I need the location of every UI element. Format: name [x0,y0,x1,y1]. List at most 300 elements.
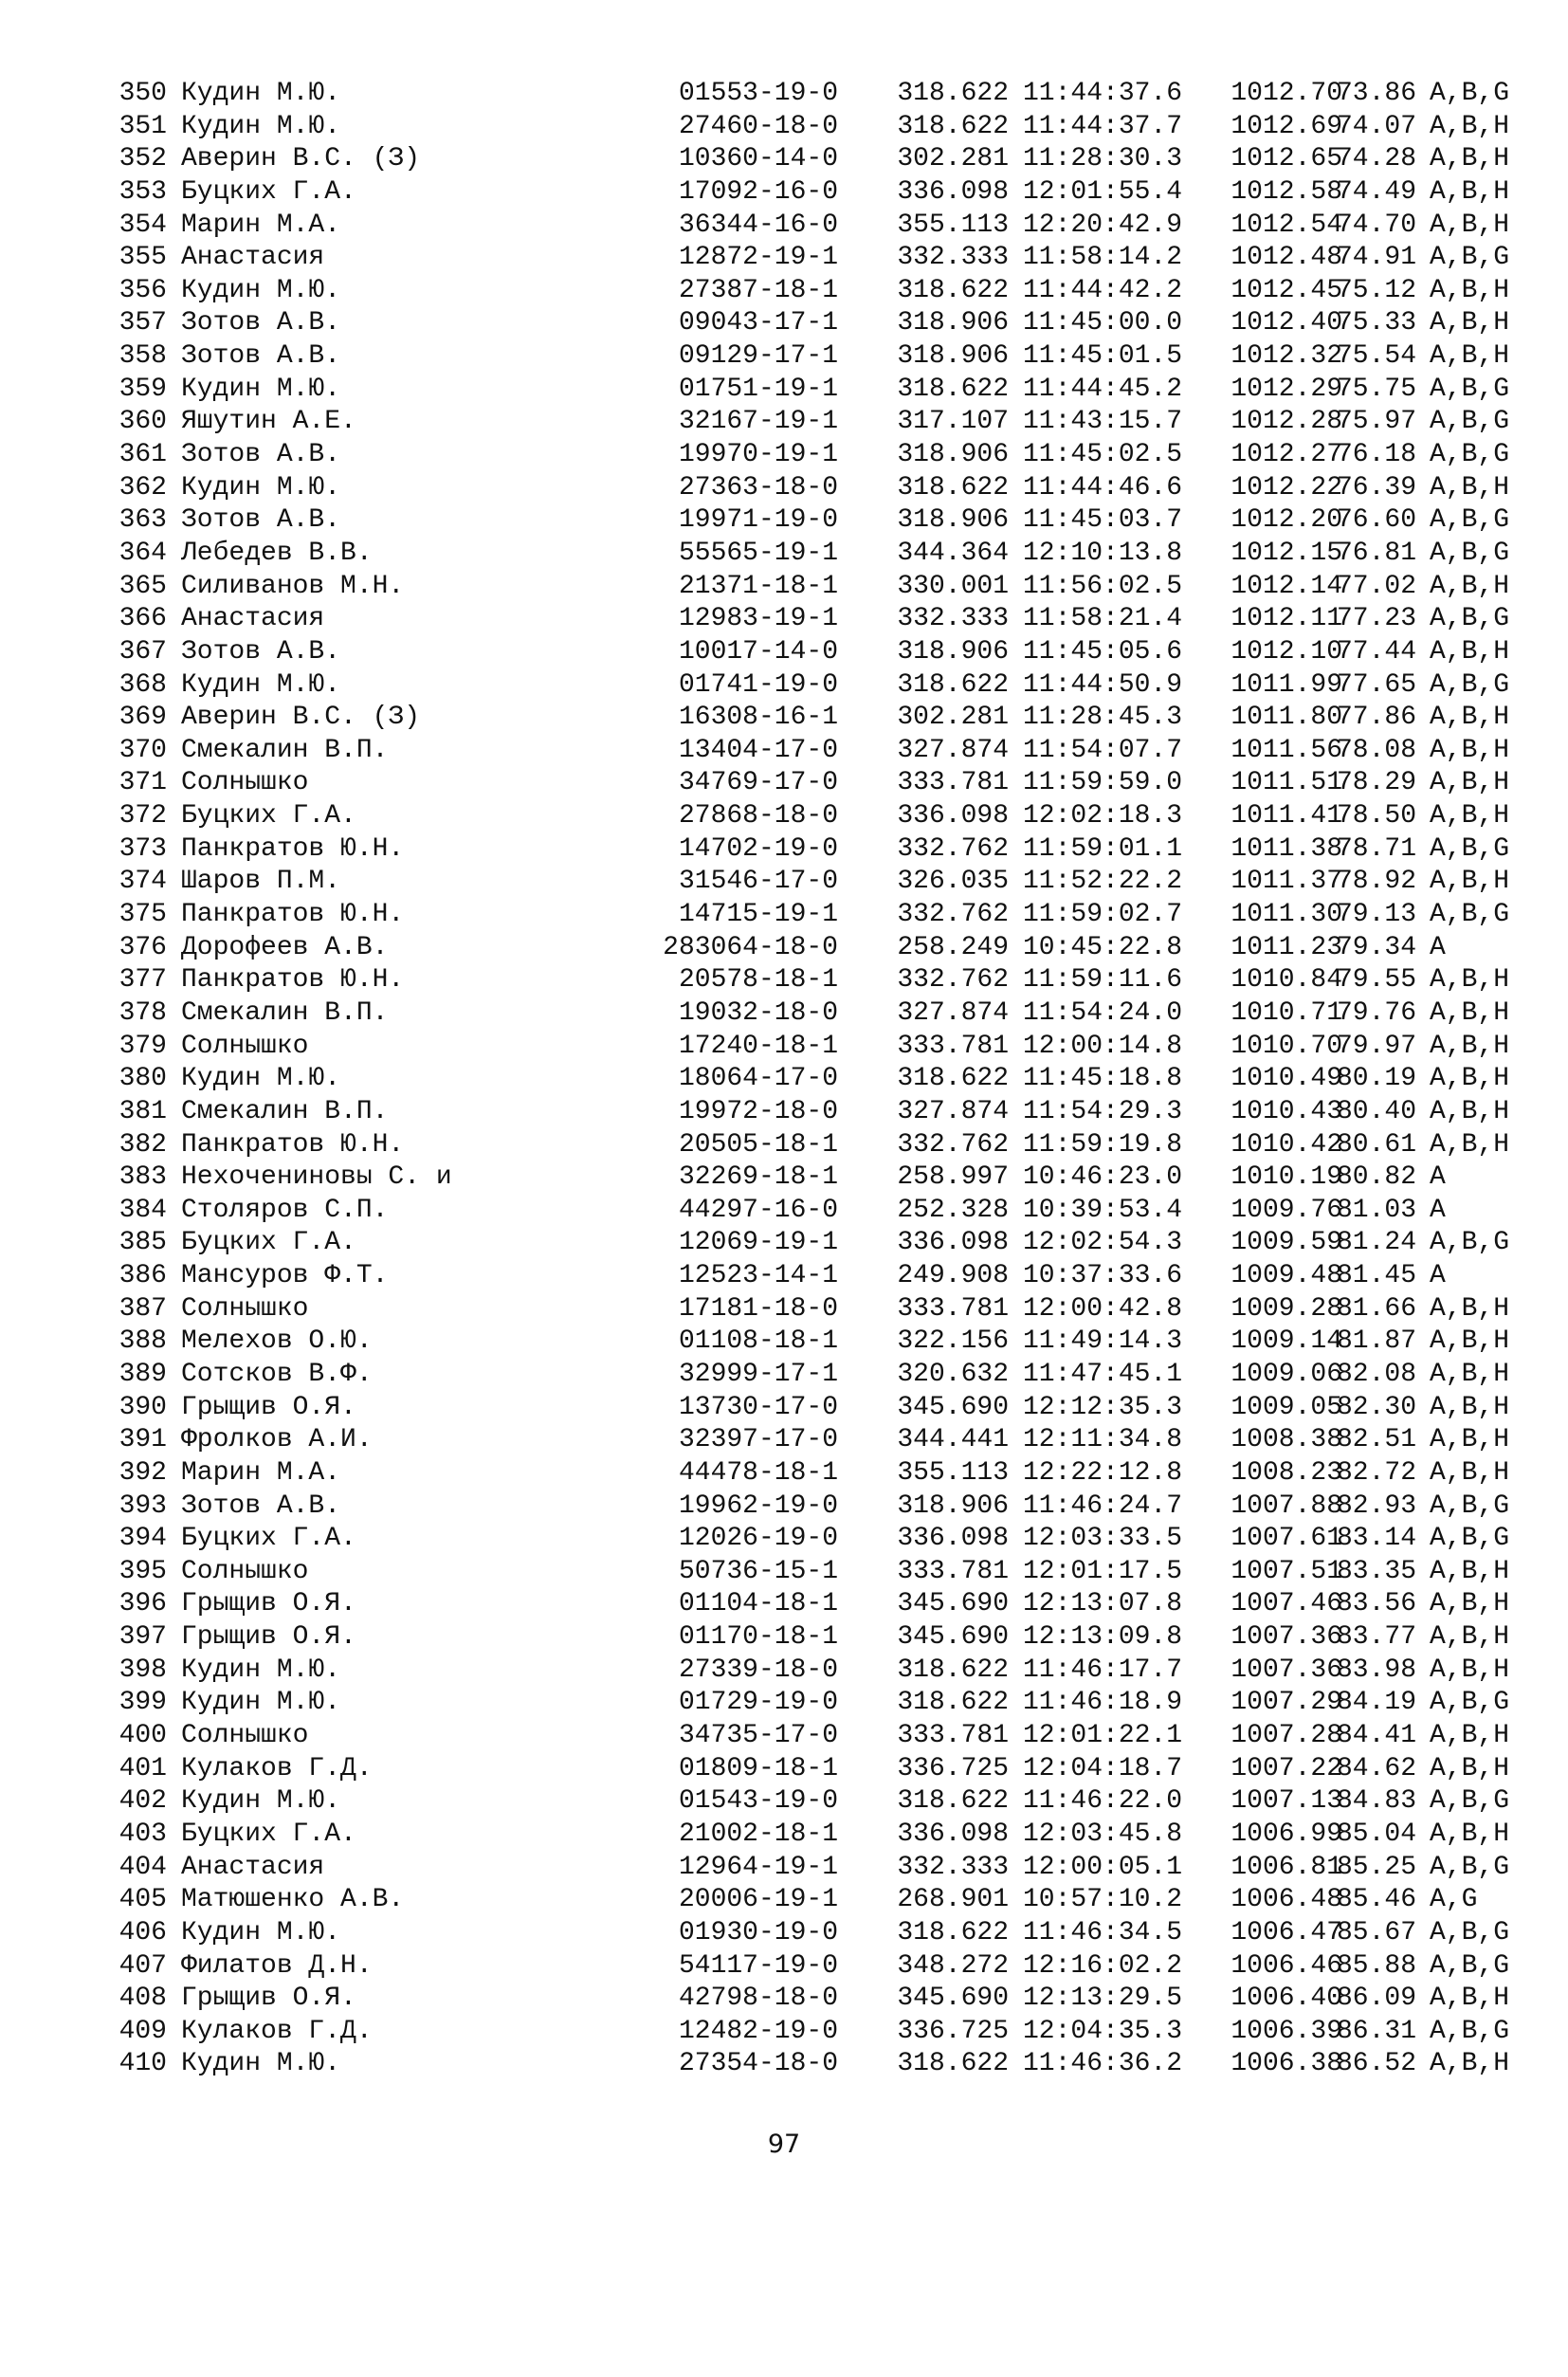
row-distance: 318.622 [897,1688,1009,1718]
page-number: 97 [767,2130,801,2159]
row-owner-name: Шаров П.М. [181,867,341,897]
row-speed: 1012.69 [1231,111,1342,141]
row-groups: A,B,G [1430,833,1510,864]
row-ring-number: 34769-17-0 [678,768,838,798]
row-distance: 258.997 [897,1162,1009,1193]
row-owner-name: Солнышко [181,1031,309,1061]
row-distance: 336.725 [897,1753,1009,1783]
table-row [110,603,1510,636]
row-owner-name: Солнышко [181,1721,309,1751]
row-place: 392 [119,1457,167,1488]
row-distance: 318.622 [897,79,1009,108]
row-coefficient: 79.55 [1336,965,1416,996]
row-place: 406 [119,1917,167,1947]
row-arrival-time: 11:54:07.7 [1023,735,1183,765]
table-row [110,1457,1510,1490]
row-ring-number: 17240-18-1 [678,1031,838,1061]
row-place: 397 [119,1622,167,1653]
row-speed: 1007.51 [1231,1556,1342,1586]
row-place: 409 [119,2016,167,2046]
row-ring-number: 44478-18-1 [678,1457,838,1488]
row-ring-number: 01741-19-0 [678,669,838,700]
row-place: 375 [119,900,167,930]
row-arrival-time: 11:56:02.5 [1023,571,1183,601]
row-coefficient: 80.61 [1336,1129,1416,1160]
row-speed: 1009.05 [1231,1392,1342,1422]
row-groups: A [1430,1195,1446,1225]
row-arrival-time: 11:45:01.5 [1023,341,1183,372]
table-row [110,1129,1510,1162]
row-ring-number: 16308-16-1 [678,703,838,733]
row-owner-name: Кудин М.Ю. [181,1064,341,1094]
row-speed: 1006.38 [1231,2049,1342,2079]
row-coefficient: 74.07 [1336,111,1416,141]
row-owner-name: Буцких Г.А. [181,176,356,207]
row-coefficient: 83.35 [1336,1556,1416,1586]
row-speed: 1012.20 [1231,505,1342,536]
row-ring-number: 21002-18-1 [678,1819,838,1849]
row-groups: A,B,G [1430,440,1510,470]
row-groups: A,B,H [1430,111,1510,141]
row-coefficient: 75.97 [1336,407,1416,437]
row-arrival-time: 10:57:10.2 [1023,1885,1183,1915]
row-owner-name: Лебедев В.В. [181,538,373,568]
row-ring-number: 12523-14-1 [678,1261,838,1291]
row-coefficient: 82.08 [1336,1359,1416,1389]
row-owner-name: Мансуров Ф.Т. [181,1261,389,1291]
row-groups: A [1430,1162,1446,1193]
row-place: 367 [119,636,167,667]
row-coefficient: 79.76 [1336,997,1416,1028]
row-owner-name: Анастасия [181,243,325,273]
row-coefficient: 74.70 [1336,210,1416,240]
row-ring-number: 27387-18-1 [678,275,838,305]
row-ring-number: 14702-19-0 [678,833,838,864]
row-speed: 1008.38 [1231,1425,1342,1455]
table-row [110,1950,1510,1984]
row-groups: A,B,G [1430,1524,1510,1554]
row-owner-name: Панкратов Ю.Н. [181,833,405,864]
row-arrival-time: 11:46:24.7 [1023,1490,1183,1521]
row-groups: A,B,G [1430,1490,1510,1521]
row-owner-name: Анастасия [181,1852,325,1882]
row-arrival-time: 11:45:18.8 [1023,1064,1183,1094]
row-groups: A,B,H [1430,768,1510,798]
row-ring-number: 32999-17-1 [678,1359,838,1389]
row-coefficient: 77.65 [1336,669,1416,700]
row-coefficient: 85.04 [1336,1819,1416,1849]
row-arrival-time: 11:54:24.0 [1023,997,1183,1028]
row-owner-name: Аверин В.С. (З) [181,703,421,733]
row-place: 405 [119,1885,167,1915]
table-row [110,1359,1510,1392]
row-ring-number: 01108-18-1 [678,1326,838,1357]
row-distance: 330.001 [897,571,1009,601]
row-groups: A,B,G [1430,1950,1510,1981]
row-arrival-time: 11:46:18.9 [1023,1688,1183,1718]
row-coefficient: 77.23 [1336,604,1416,634]
row-owner-name: Солнышко [181,768,309,798]
row-owner-name: Марин М.А. [181,210,341,240]
row-groups: A,B,H [1430,472,1510,503]
row-arrival-time: 11:59:59.0 [1023,768,1183,798]
row-speed: 1012.54 [1231,210,1342,240]
row-place: 396 [119,1589,167,1619]
row-groups: A,B,H [1430,1031,1510,1061]
row-distance: 345.690 [897,1984,1009,2014]
row-arrival-time: 10:37:33.6 [1023,1261,1183,1291]
row-arrival-time: 11:45:05.6 [1023,636,1183,667]
row-owner-name: Кудин М.Ю. [181,111,341,141]
row-arrival-time: 12:00:42.8 [1023,1293,1183,1324]
row-owner-name: Яшутин А.Е. [181,407,356,437]
row-owner-name: Дорофеев А.В. [181,932,389,962]
row-owner-name: Филатов Д.Н. [181,1950,373,1981]
row-ring-number: 27363-18-0 [678,472,838,503]
row-arrival-time: 11:44:50.9 [1023,669,1183,700]
row-groups: A,B,G [1430,1786,1510,1817]
row-distance: 348.272 [897,1950,1009,1981]
row-coefficient: 84.62 [1336,1753,1416,1783]
row-ring-number: 19971-19-0 [678,505,838,536]
row-speed: 1010.43 [1231,1096,1342,1126]
row-speed: 1012.27 [1231,440,1342,470]
row-place: 381 [119,1096,167,1126]
row-distance: 345.690 [897,1392,1009,1422]
row-groups: A,B,H [1430,2049,1510,2079]
row-distance: 318.622 [897,472,1009,503]
row-coefficient: 78.29 [1336,768,1416,798]
row-place: 404 [119,1852,167,1882]
row-owner-name: Зотов А.В. [181,308,341,338]
row-ring-number: 10017-14-0 [678,636,838,667]
row-distance: 333.781 [897,1031,1009,1061]
row-coefficient: 81.24 [1336,1228,1416,1258]
table-row [110,1326,1510,1359]
table-row [110,1983,1510,2016]
row-speed: 1009.28 [1231,1293,1342,1324]
table-row [110,78,1510,111]
row-speed: 1007.36 [1231,1655,1342,1685]
table-row [110,275,1510,308]
row-arrival-time: 12:02:18.3 [1023,801,1183,832]
row-ring-number: 54117-19-0 [678,1950,838,1981]
row-ring-number: 20505-18-1 [678,1129,838,1160]
row-place: 386 [119,1261,167,1291]
row-speed: 1011.41 [1231,801,1342,832]
row-ring-number: 01104-18-1 [678,1589,838,1619]
row-groups: A,B,H [1430,144,1510,174]
row-speed: 1012.22 [1231,472,1342,503]
row-speed: 1010.49 [1231,1064,1342,1094]
row-distance: 318.906 [897,505,1009,536]
table-row [110,1424,1510,1457]
row-place: 369 [119,703,167,733]
row-arrival-time: 12:13:09.8 [1023,1622,1183,1653]
row-distance: 302.281 [897,144,1009,174]
table-row [110,1687,1510,1720]
table-row [110,176,1510,210]
row-owner-name: Кулаков Г.Д. [181,1753,373,1783]
row-place: 353 [119,176,167,207]
row-groups: A,B,H [1430,308,1510,338]
table-row [110,1031,1510,1064]
row-speed: 1009.48 [1231,1261,1342,1291]
table-row [110,932,1475,965]
row-groups: A [1430,1261,1446,1291]
row-place: 356 [119,275,167,305]
row-ring-number: 27339-18-0 [678,1655,838,1685]
table-row [110,866,1510,899]
row-place: 394 [119,1524,167,1554]
row-coefficient: 79.34 [1336,932,1416,962]
row-groups: A,B,H [1430,176,1510,207]
row-owner-name: Панкратов Ю.Н. [181,900,405,930]
row-groups: A,B,G [1430,1688,1510,1718]
row-distance: 318.622 [897,1917,1009,1947]
row-ring-number: 20578-18-1 [678,965,838,996]
row-place: 385 [119,1228,167,1258]
table-row [110,1753,1510,1786]
row-speed: 1009.59 [1231,1228,1342,1258]
row-ring-number: 19962-19-0 [678,1490,838,1521]
row-place: 382 [119,1129,167,1160]
row-groups: A,B,H [1430,1064,1510,1094]
row-groups: A,B,H [1430,1622,1510,1653]
row-distance: 322.156 [897,1326,1009,1357]
row-groups: A,B,H [1430,703,1510,733]
table-row [110,899,1510,932]
row-arrival-time: 12:00:14.8 [1023,1031,1183,1061]
row-ring-number: 19972-18-0 [678,1096,838,1126]
row-groups: A,B,H [1430,1655,1510,1685]
row-coefficient: 75.54 [1336,341,1416,372]
row-ring-number: 19032-18-0 [678,997,838,1028]
row-speed: 1006.46 [1231,1950,1342,1981]
row-speed: 1011.80 [1231,703,1342,733]
row-arrival-time: 10:46:23.0 [1023,1162,1183,1193]
row-distance: 332.762 [897,965,1009,996]
row-distance: 332.333 [897,604,1009,634]
row-speed: 1006.40 [1231,1984,1342,2014]
row-place: 366 [119,604,167,634]
row-place: 365 [119,571,167,601]
row-speed: 1006.99 [1231,1819,1342,1849]
row-place: 363 [119,505,167,536]
row-arrival-time: 12:11:34.8 [1023,1425,1183,1455]
table-row [110,1523,1510,1556]
row-owner-name: Кудин М.Ю. [181,472,341,503]
row-arrival-time: 11:46:22.0 [1023,1786,1183,1817]
row-ring-number: 42798-18-0 [678,1984,838,2014]
row-groups: A,B,G [1430,900,1510,930]
row-arrival-time: 11:58:21.4 [1023,604,1183,634]
table-row [110,735,1510,768]
row-owner-name: Грыщив О.Я. [181,1392,356,1422]
row-coefficient: 81.87 [1336,1326,1416,1357]
row-place: 373 [119,833,167,864]
row-distance: 332.333 [897,1852,1009,1882]
row-place: 408 [119,1984,167,2014]
row-coefficient: 75.75 [1336,374,1416,404]
row-groups: A,B,G [1430,538,1510,568]
row-owner-name: Кулаков Г.Д. [181,2016,373,2046]
row-ring-number: 13730-17-0 [678,1392,838,1422]
row-place: 362 [119,472,167,503]
row-place: 407 [119,1950,167,1981]
table-row [110,2048,1510,2081]
row-ring-number: 01543-19-0 [678,1786,838,1817]
row-ring-number: 50736-15-1 [678,1556,838,1586]
row-owner-name: Зотов А.В. [181,440,341,470]
row-arrival-time: 11:45:03.7 [1023,505,1183,536]
table-row [110,307,1510,340]
row-coefficient: 79.13 [1336,900,1416,930]
row-groups: A,B,G [1430,604,1510,634]
row-distance: 333.781 [897,768,1009,798]
row-arrival-time: 11:52:22.2 [1023,867,1183,897]
row-coefficient: 85.88 [1336,1950,1416,1981]
row-coefficient: 82.93 [1336,1490,1416,1521]
row-ring-number: 44297-16-0 [678,1195,838,1225]
row-groups: A,B,H [1430,1096,1510,1126]
row-ring-number: 283064-18-0 [663,932,838,962]
table-row [110,210,1510,243]
results-table [110,78,1510,2081]
table-row [110,571,1510,604]
row-owner-name: Смекалин В.П. [181,997,389,1028]
row-distance: 318.622 [897,1064,1009,1094]
table-row [110,1260,1475,1293]
row-owner-name: Кудин М.Ю. [181,1917,341,1947]
table-row [110,1096,1510,1129]
row-owner-name: Грыщив О.Я. [181,1622,356,1653]
row-place: 376 [119,932,167,962]
row-speed: 1011.38 [1231,833,1342,864]
row-place: 384 [119,1195,167,1225]
row-arrival-time: 11:44:46.6 [1023,472,1183,503]
row-coefficient: 81.66 [1336,1293,1416,1324]
row-place: 401 [119,1753,167,1783]
row-groups: A,B,G [1430,1228,1510,1258]
table-row [110,669,1510,703]
row-ring-number: 01553-19-0 [678,79,838,108]
row-coefficient: 81.45 [1336,1261,1416,1291]
row-coefficient: 81.03 [1336,1195,1416,1225]
table-row [110,1917,1510,1950]
row-speed: 1007.46 [1231,1589,1342,1619]
row-arrival-time: 12:22:12.8 [1023,1457,1183,1488]
row-coefficient: 73.86 [1336,79,1416,108]
row-groups: A,B,G [1430,2016,1510,2046]
row-speed: 1011.56 [1231,735,1342,765]
table-row [110,1588,1510,1621]
row-distance: 332.762 [897,900,1009,930]
row-ring-number: 13404-17-0 [678,735,838,765]
row-owner-name: Зотов А.В. [181,505,341,536]
row-owner-name: Анастасия [181,604,325,634]
table-row [110,1720,1510,1753]
row-distance: 326.035 [897,867,1009,897]
row-ring-number: 12026-19-0 [678,1524,838,1554]
row-arrival-time: 12:02:54.3 [1023,1228,1183,1258]
row-coefficient: 86.52 [1336,2049,1416,2079]
row-groups: A,B,H [1430,1984,1510,2014]
row-coefficient: 74.91 [1336,243,1416,273]
row-owner-name: Кудин М.Ю. [181,79,341,108]
table-row [110,1227,1510,1260]
row-place: 351 [119,111,167,141]
row-ring-number: 01809-18-1 [678,1753,838,1783]
row-owner-name: Панкратов Ю.Н. [181,1129,405,1160]
row-place: 357 [119,308,167,338]
row-distance: 320.632 [897,1359,1009,1389]
row-coefficient: 84.41 [1336,1721,1416,1751]
row-place: 380 [119,1064,167,1094]
row-groups: A,B,H [1430,1753,1510,1783]
row-place: 398 [119,1655,167,1685]
row-arrival-time: 11:47:45.1 [1023,1359,1183,1389]
row-owner-name: Грыщив О.Я. [181,1589,356,1619]
row-groups: A,B,H [1430,997,1510,1028]
table-row [110,1490,1510,1524]
row-coefficient: 77.44 [1336,636,1416,667]
row-arrival-time: 11:59:01.1 [1023,833,1183,864]
row-ring-number: 18064-17-0 [678,1064,838,1094]
table-row [110,1293,1510,1326]
row-place: 368 [119,669,167,700]
row-distance: 318.906 [897,308,1009,338]
row-coefficient: 84.19 [1336,1688,1416,1718]
row-ring-number: 19970-19-1 [678,440,838,470]
row-speed: 1006.81 [1231,1852,1342,1882]
row-owner-name: Фролков А.И. [181,1425,373,1455]
row-owner-name: Кудин М.Ю. [181,669,341,700]
row-groups: A,B,H [1430,1721,1510,1751]
row-place: 395 [119,1556,167,1586]
row-groups: A,B,H [1430,1457,1510,1488]
row-place: 391 [119,1425,167,1455]
row-ring-number: 10360-14-0 [678,144,838,174]
row-arrival-time: 11:49:14.3 [1023,1326,1183,1357]
row-arrival-time: 12:03:33.5 [1023,1524,1183,1554]
row-place: 390 [119,1392,167,1422]
row-place: 383 [119,1162,167,1193]
row-arrival-time: 12:04:35.3 [1023,2016,1183,2046]
row-coefficient: 83.77 [1336,1622,1416,1653]
table-row [110,2016,1510,2049]
row-arrival-time: 11:44:37.6 [1023,79,1183,108]
row-place: 354 [119,210,167,240]
row-speed: 1009.14 [1231,1326,1342,1357]
row-distance: 355.113 [897,1457,1009,1488]
table-row [110,767,1510,800]
row-groups: A [1430,932,1446,962]
table-row [110,1785,1510,1819]
row-distance: 345.690 [897,1589,1009,1619]
row-owner-name: Сотсков В.Ф. [181,1359,373,1389]
row-coefficient: 76.81 [1336,538,1416,568]
row-groups: A,B,G [1430,79,1510,108]
row-owner-name: Кудин М.Ю. [181,2049,341,2079]
row-owner-name: Кудин М.Ю. [181,1786,341,1817]
row-speed: 1009.76 [1231,1195,1342,1225]
row-owner-name: Зотов А.В. [181,1490,341,1521]
row-arrival-time: 11:59:19.8 [1023,1129,1183,1160]
row-ring-number: 34735-17-0 [678,1721,838,1751]
row-place: 358 [119,341,167,372]
row-arrival-time: 12:10:13.8 [1023,538,1183,568]
